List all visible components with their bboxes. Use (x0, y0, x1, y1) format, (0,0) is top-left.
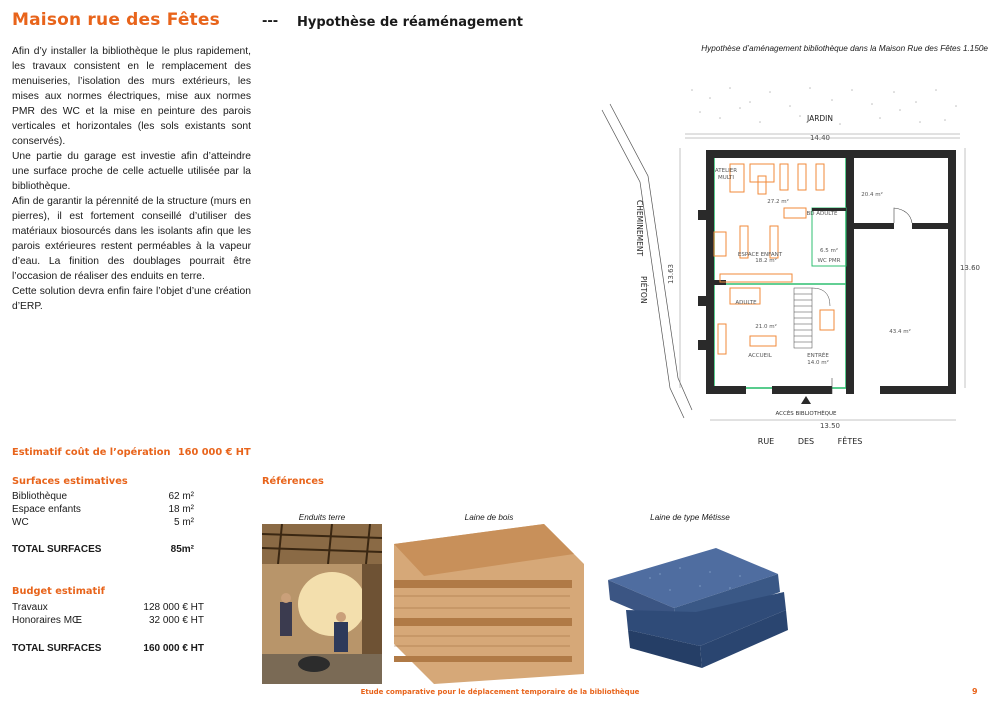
intro-text (12, 44, 251, 314)
room-entree: ENTRÉE (807, 353, 829, 359)
garden-label: JARDIN (806, 114, 834, 123)
surface-label: Bibliothèque (12, 491, 68, 502)
street-word-2: DES (797, 437, 815, 446)
earth-plaster-photo (262, 524, 382, 684)
room-garage-top: 20.4 m² (861, 192, 883, 198)
room-accueil: ACCUEIL (748, 353, 772, 359)
cost-value: 160 000 € HT (177, 447, 251, 458)
budget-value: 128 000 € HT (143, 602, 204, 613)
section-subtitle: Hypothèse de réaménagement (297, 15, 523, 30)
floor-plan (600, 78, 990, 450)
dim-bottom: 13.50 (819, 422, 841, 430)
surface-total-value: 85m² (170, 544, 194, 555)
dim-top: 14.40 (809, 134, 831, 142)
budget-value: 32 000 € HT (148, 615, 204, 626)
path-label-2: PIÉTON (639, 276, 648, 304)
room-wc: WC PMR (817, 258, 841, 264)
budget-row (12, 615, 204, 626)
intro-paragraph: Une partie du garage est investie afin d’atteindre une surface proche de celle actuelle utilisée par la bibliothèque. (12, 151, 251, 192)
budget-row (12, 602, 204, 613)
dim-left: 13.63 (667, 263, 675, 285)
reference-caption: Laine de bois (464, 513, 514, 522)
room-wc-area: 6.5 m² (819, 248, 839, 254)
budget-total-label: TOTAL SURFACES (12, 643, 102, 654)
cotton-insulation-photo (600, 538, 790, 678)
room-atelier-2: MULTI (717, 175, 735, 181)
street-word-1: RUE (757, 437, 775, 446)
street-word-3: FÊTES (837, 437, 863, 446)
dim-right: 13.60 (959, 264, 981, 272)
room-area-3: 21.0 m² (755, 324, 777, 330)
budget-total-value: 160 000 € HT (143, 643, 204, 654)
room-espace-enfant: ESPACE ENFANT (737, 252, 783, 258)
intro-paragraph: Afin d’y installer la bibliothèque le plus rapidement, les travaux consistent en le remplacement des menuiseries, l’isolation des murs extérieurs, les mises aux normes électriques, mise aux normes PMR des WC et la mise en peinture des parois verticales et horizontales (les sols existants sont conservés). (12, 46, 251, 147)
cost-estimate (12, 447, 251, 458)
intro-paragraph: Cette solution devra enfin faire l’objet d’une création d’ERP. (12, 286, 251, 312)
surface-row (12, 517, 194, 528)
surface-value: 5 m² (174, 517, 194, 528)
room-adult: ADULTE (735, 300, 757, 306)
room-atelier-1: ATELIER (714, 168, 738, 174)
plan-caption: Hypothèse d’aménagement bibliothèque dans la Maison Rue des Fêtes 1.150e (701, 44, 988, 53)
intro-paragraph: Afin de garantir la pérennité de la structure (murs en pierres), il est fortement conseillé d’utiliser des matériaux biosourcés dans les isolants afin que les parois extérieures restent perméables à la vapeur d’eau. La finition des doublages pourrait être l’occasion de réaliser des enduits en terre. (12, 196, 251, 282)
room-area-4: 14.0 m² (807, 360, 829, 366)
budget-label: Travaux (12, 602, 48, 613)
surface-value: 18 m² (168, 504, 194, 515)
surface-value: 62 m² (168, 491, 194, 502)
surface-total-label: TOTAL SURFACES (12, 544, 102, 555)
surface-row (12, 491, 194, 502)
budget-total-row (12, 643, 204, 654)
room-area-2: 18.2 m² (755, 258, 777, 264)
reference-caption: Enduits terre (298, 513, 346, 522)
surface-label: WC (12, 517, 29, 528)
path-label-1: CHEMINEMENT (635, 200, 644, 257)
room-garage-bottom: 43.4 m² (889, 329, 911, 335)
surface-row (12, 504, 194, 515)
surface-label: Espace enfants (12, 504, 81, 515)
room-area-1: 27.2 m² (767, 199, 789, 205)
budget-heading: Budget estimatif (12, 586, 105, 597)
footer-text: Etude comparative pour le déplacement temporaire de la bibliothèque (360, 688, 640, 696)
budget-label: Honoraires MŒ (12, 615, 83, 626)
wood-fiber-photo (394, 524, 584, 684)
reference-caption: Laine de type Métisse (650, 513, 730, 522)
access-label: ACCÈS BIBLIOTHÈQUE (775, 411, 837, 417)
page-title: Maison rue des Fêtes (12, 10, 220, 30)
page-number: 9 (972, 687, 978, 696)
title-separator: --- (262, 14, 279, 29)
room-bd: BD ADULTE (806, 211, 838, 217)
surfaces-heading: Surfaces estimatives (12, 476, 128, 487)
cost-label: Estimatif coût de l’opération (12, 447, 171, 458)
surface-total-row (12, 544, 194, 555)
references-heading: Références (262, 476, 324, 487)
